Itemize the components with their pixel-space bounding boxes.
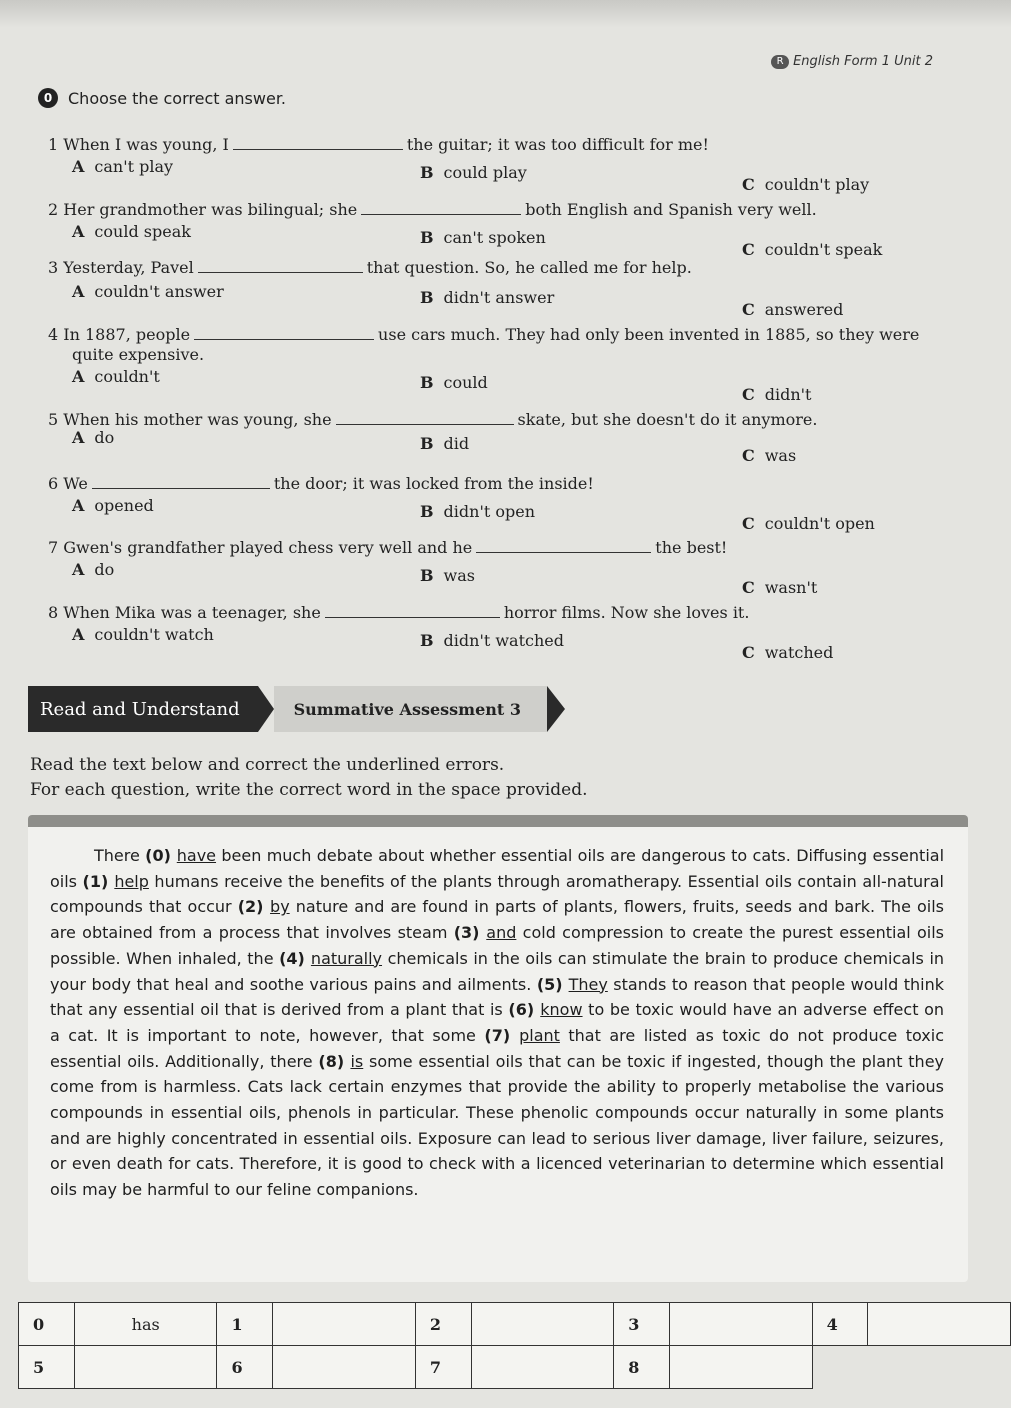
option-text: do: [94, 428, 115, 447]
question-text: 8 When Mika was a teenager, she: [48, 603, 321, 622]
answer-blank[interactable]: [198, 258, 363, 273]
option-c[interactable]: [742, 300, 843, 319]
option-b[interactable]: [420, 566, 475, 585]
question-text: 3 Yesterday, Pavel: [48, 258, 194, 277]
option-b[interactable]: [420, 373, 488, 392]
underlined-error: is: [350, 1051, 364, 1071]
answer-cell[interactable]: [471, 1303, 613, 1346]
error-number: (4): [279, 948, 311, 968]
answer-blank[interactable]: [361, 200, 521, 215]
answer-row: [19, 1346, 1011, 1389]
option-text: watched: [764, 643, 834, 662]
option-letter: C: [742, 578, 755, 597]
answer-number: 7: [415, 1346, 471, 1389]
passage-text: that are listed as toxic do not produce toxic essential oils. Additionally, there: [50, 1025, 944, 1071]
question-text: 5 When his mother was young, she: [48, 410, 332, 429]
option-a[interactable]: [72, 496, 154, 515]
answer-number: 6: [217, 1346, 273, 1389]
passage-text: stands to reason that people would think that any essential oil that is derived from a plant that is: [50, 974, 945, 1020]
header-text: English Form 1 Unit 2: [793, 54, 933, 69]
option-c[interactable]: [742, 578, 817, 597]
error-number: (0): [145, 846, 177, 865]
question-text-after: both English and Spanish very well.: [525, 200, 817, 219]
option-text: couldn't answer: [94, 282, 224, 301]
question-text-after: the guitar; it was too difficult for me!: [406, 135, 709, 154]
underlined-error: by: [270, 897, 290, 917]
passage-text: cold compression to create the purest essential oils possible. When inhaled, the: [50, 923, 945, 968]
option-letter: A: [72, 367, 85, 386]
option-b[interactable]: [420, 228, 546, 247]
question-text-after: that question. So, he called me for help.: [366, 258, 692, 277]
option-b[interactable]: [420, 631, 564, 650]
option-letter: A: [72, 222, 85, 241]
option-c[interactable]: [742, 175, 869, 194]
option-text: can't spoken: [443, 228, 546, 247]
passage-text: some essential oils that can be toxic if ingested, though the plant they come from is harmless. Cats lack certain enzymes that provide the ability to properly metabolise the various compounds in essential oils, phenols in particular. These phenolic compounds occur naturally in some plants and are highly concentrated in essential oils. Exposure can lead to serious liver damage, liver failure, seizures, or even death for cats. Therefore, it is good to check with a licenced veterinarian to determine which essential oils may be harmful to our feline companions.: [50, 1051, 945, 1200]
option-letter: C: [742, 514, 755, 533]
passage-text: to be toxic would have an adverse effect on a cat. It is important to note, however, that some: [50, 1000, 945, 1045]
answer-row: [19, 1303, 1011, 1346]
question-text-after: the best!: [655, 538, 728, 557]
answer-cell[interactable]: [273, 1303, 415, 1346]
option-text: couldn't play: [764, 175, 870, 194]
underlined-error: have: [176, 846, 217, 865]
option-text: was: [764, 446, 797, 465]
section-number: 0: [38, 88, 58, 108]
option-b[interactable]: [420, 502, 535, 521]
option-c[interactable]: [742, 240, 882, 259]
underlined-error: know: [540, 1000, 583, 1020]
answer-number: 5: [19, 1346, 75, 1389]
option-letter: A: [72, 560, 85, 579]
option-text: didn't answer: [443, 288, 555, 307]
option-text: wasn't: [764, 578, 818, 597]
question-text: 2 Her grandmother was bilingual; she: [48, 200, 358, 219]
question-6: [48, 474, 594, 494]
question-text-continued: quite expensive.: [72, 345, 205, 364]
option-text: couldn't open: [764, 514, 875, 533]
answer-cell[interactable]: [74, 1346, 217, 1389]
answer-number: 0: [19, 1303, 75, 1346]
question-1: [48, 135, 709, 155]
option-text: was: [443, 566, 475, 585]
option-text: couldn't: [94, 367, 160, 386]
answer-blank[interactable]: [92, 474, 270, 489]
option-text: answered: [764, 300, 844, 319]
question-text-after: the door; it was locked from the inside!: [273, 474, 594, 493]
option-letter: A: [72, 282, 85, 301]
error-number: (1): [82, 871, 115, 891]
passage-text: There: [94, 846, 146, 865]
answer-cell[interactable]: [670, 1346, 812, 1389]
underlined-error: plant: [519, 1025, 560, 1045]
reading-instruction-2: For each question, write the correct word in the space provided.: [30, 780, 588, 800]
option-a[interactable]: [72, 560, 114, 579]
option-text: opened: [94, 496, 154, 515]
answer-cell[interactable]: [670, 1303, 812, 1346]
option-letter: C: [742, 300, 755, 319]
top-edge: [0, 0, 1011, 28]
option-b[interactable]: [420, 288, 554, 307]
table-filler: [812, 1346, 1010, 1389]
question-8: [48, 603, 749, 623]
option-letter: B: [420, 502, 434, 521]
error-number: (7): [484, 1025, 520, 1045]
question-text: 7 Gwen's grandfather played chess very well and he: [48, 538, 473, 557]
question-text: 6 We: [48, 474, 88, 493]
header-badge: R: [771, 55, 789, 69]
underlined-error: help: [114, 871, 149, 891]
error-number: (6): [508, 1000, 541, 1020]
option-text: could play: [443, 163, 527, 182]
option-b[interactable]: [420, 163, 527, 182]
option-a[interactable]: [72, 625, 214, 644]
option-a[interactable]: [72, 157, 173, 176]
option-text: didn't: [764, 385, 812, 404]
answer-blank[interactable]: [194, 325, 374, 340]
option-b[interactable]: [420, 434, 469, 453]
answer-blank[interactable]: [336, 410, 514, 425]
question-4: [48, 325, 919, 365]
question-2: [48, 200, 817, 220]
option-letter: A: [72, 157, 85, 176]
option-a[interactable]: [72, 282, 224, 301]
reading-instruction-1: Read the text below and correct the underlined errors.: [30, 755, 505, 775]
question-text-after: use cars much. They had only been invented in 1885, so they were: [378, 325, 920, 344]
option-c[interactable]: [742, 643, 833, 662]
read-understand-tag: Read and Understand: [28, 686, 258, 732]
summative-assessment-tag: Summative Assessment 3: [274, 686, 547, 732]
option-a[interactable]: [72, 428, 114, 447]
option-letter: B: [420, 434, 434, 453]
answer-table: [18, 1302, 1011, 1389]
passage-text: nature and are found in parts of plants, flowers, fruits, seeds and bark. The oils are obtained from a process that involves steam: [50, 897, 945, 943]
error-number: (8): [318, 1051, 351, 1071]
option-text: didn't watched: [443, 631, 564, 650]
error-number: (5): [536, 974, 569, 994]
answer-number: 2: [415, 1303, 471, 1346]
underlined-error: and: [486, 923, 517, 943]
question-text: 4 In 1887, people: [48, 325, 191, 344]
option-text: couldn't speak: [764, 240, 883, 259]
answer-blank[interactable]: [476, 538, 651, 553]
passage-text: humans receive the benefits of the plants through aromatherapy. Essential oils contain all-natural compounds that occur: [50, 871, 944, 917]
answer-number: 4: [812, 1303, 868, 1346]
option-letter: A: [72, 625, 85, 644]
option-letter: B: [420, 228, 434, 247]
passage-text: chemicals in the oils can stimulate the brain to produce chemicals in your body that heal and soothe various pains and ailments.: [50, 948, 945, 994]
option-letter: C: [742, 385, 755, 404]
answer-blank[interactable]: [325, 603, 500, 618]
option-text: could: [443, 373, 488, 392]
option-letter: C: [742, 175, 755, 194]
error-number: (2): [237, 897, 271, 917]
error-number: (3): [453, 923, 487, 943]
option-text: can't play: [94, 157, 174, 176]
section-tag-bar: [28, 686, 547, 732]
passage-text: been much debate about whether essential oils are dangerous to cats. Diffusing essential oils: [50, 846, 945, 891]
option-letter: C: [742, 446, 755, 465]
option-a[interactable]: [72, 222, 191, 241]
option-letter: B: [420, 566, 434, 585]
option-a[interactable]: [72, 367, 160, 386]
option-letter: B: [420, 631, 434, 650]
option-letter: B: [420, 373, 434, 392]
option-letter: C: [742, 643, 755, 662]
option-letter: A: [72, 496, 85, 515]
option-text: couldn't watch: [94, 625, 214, 644]
option-text: did: [443, 434, 470, 453]
option-letter: B: [420, 163, 434, 182]
option-letter: B: [420, 288, 434, 307]
underlined-error: naturally: [310, 948, 383, 968]
option-c[interactable]: [742, 385, 811, 404]
answer-number: 3: [614, 1303, 670, 1346]
question-5: [48, 410, 817, 430]
question-7: [48, 538, 727, 558]
underlined-error: They: [568, 974, 608, 994]
question-3: [48, 258, 692, 278]
reading-passage: [50, 843, 944, 1203]
question-text: 1 When I was young, I: [48, 135, 229, 154]
answer-number: 8: [614, 1346, 670, 1389]
answer-cell[interactable]: [471, 1346, 613, 1389]
option-text: could speak: [94, 222, 191, 241]
option-c[interactable]: [742, 514, 875, 533]
answer-cell[interactable]: has: [74, 1303, 217, 1346]
option-text: do: [94, 560, 115, 579]
answer-number: 1: [217, 1303, 273, 1346]
option-c[interactable]: [742, 446, 796, 465]
option-text: didn't open: [443, 502, 535, 521]
instruction-text: Choose the correct answer.: [68, 88, 287, 108]
page-header: [771, 54, 933, 69]
answer-cell[interactable]: [868, 1303, 1011, 1346]
option-letter: A: [72, 428, 85, 447]
answer-cell[interactable]: [273, 1346, 415, 1389]
section-instruction: [38, 88, 286, 108]
answer-blank[interactable]: [233, 135, 403, 150]
question-text-after: skate, but she doesn't do it anymore.: [517, 410, 818, 429]
question-text-after: horror films. Now she loves it.: [503, 603, 750, 622]
option-letter: C: [742, 240, 755, 259]
